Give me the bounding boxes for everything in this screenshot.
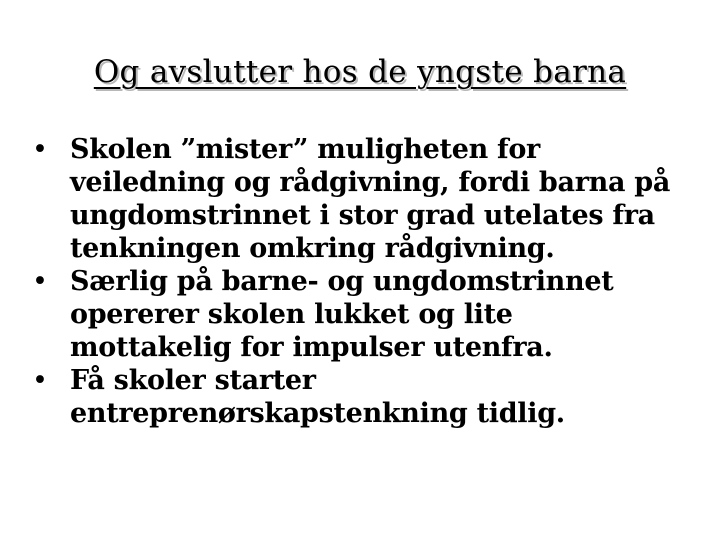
bullet-item xyxy=(30,265,705,364)
bullet-line: Skolen ”mister” muligheten for xyxy=(70,134,540,165)
bullet-line: opererer skolen lukket og lite xyxy=(70,299,513,330)
bullet-marker: • xyxy=(32,134,48,165)
bullet-marker: • xyxy=(32,266,48,297)
bullet-line: ungdomstrinnet i stor grad utelates fra xyxy=(70,200,655,231)
bullet-line: entreprenørskapstenkning tidlig. xyxy=(70,398,565,429)
slide-title: Og avslutter hos de yngste barna xyxy=(93,54,627,90)
bullet-line: Særlig på barne- og ungdomstrinnet xyxy=(70,266,614,297)
bullet-item xyxy=(30,364,705,430)
bullet-line: mottakelig for impulser utenfra. xyxy=(70,332,553,363)
bullet-line: Få skoler starter xyxy=(70,365,316,396)
bullet-list xyxy=(30,133,705,430)
bullet-line: veiledning og rådgivning, fordi barna på xyxy=(70,167,671,198)
bullet-marker: • xyxy=(32,365,48,396)
bullet-item xyxy=(30,133,705,265)
bullet-line: tenkningen omkring rådgivning. xyxy=(70,233,555,264)
